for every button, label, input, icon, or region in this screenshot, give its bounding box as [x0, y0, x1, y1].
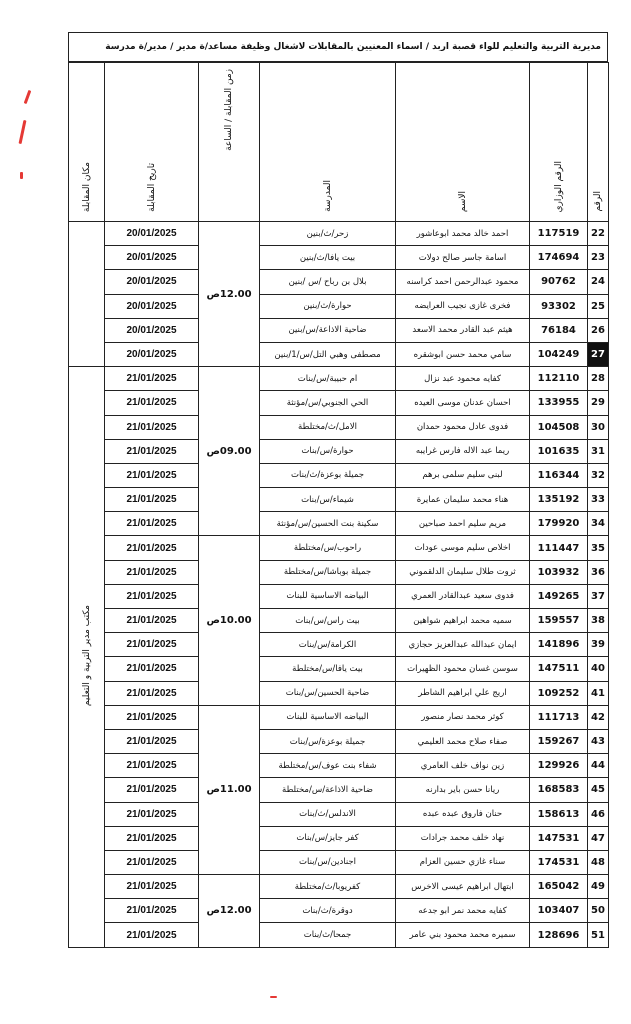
interview-date: 21/01/2025 — [105, 899, 199, 923]
school-name: جميلة بوعزة/س/بنات — [260, 729, 396, 753]
row-number: 32 — [588, 463, 609, 487]
table-row — [69, 584, 609, 608]
national-id: 133955 — [530, 391, 588, 415]
candidate-name: احمد خالد محمد ابوعاشور — [396, 222, 530, 246]
table-row — [69, 826, 609, 850]
interview-date: 21/01/2025 — [105, 584, 199, 608]
interview-sheet — [68, 32, 608, 986]
national-id: 168583 — [530, 778, 588, 802]
interview-date: 20/01/2025 — [105, 294, 199, 318]
table-row — [69, 705, 609, 729]
row-number: 36 — [588, 560, 609, 584]
school-name: ضاحية الاذاعة/س/بنين — [260, 318, 396, 342]
candidate-name: اخلاص سليم موسى عودات — [396, 536, 530, 560]
school-name: ضاحية الاذاعة/س/مختلطة — [260, 778, 396, 802]
interview-date: 21/01/2025 — [105, 657, 199, 681]
table-row — [69, 512, 609, 536]
school-name: كفر جايز/س/بنات — [260, 826, 396, 850]
candidate-name: سوسن غسان محمود الظهيرات — [396, 657, 530, 681]
row-number: 25 — [588, 294, 609, 318]
national-id: 117519 — [530, 222, 588, 246]
row-number: 23 — [588, 246, 609, 270]
interview-place — [69, 367, 105, 948]
national-id: 129926 — [530, 754, 588, 778]
candidate-name: كفايه محمد نمر ابو جدعه — [396, 899, 530, 923]
interview-table — [68, 62, 609, 948]
school-name: حوارة/ث/بنين — [260, 294, 396, 318]
table-row — [69, 415, 609, 439]
table-header-row — [69, 63, 609, 222]
row-number: 43 — [588, 729, 609, 753]
row-number: 24 — [588, 270, 609, 294]
table-row — [69, 899, 609, 923]
candidate-name: نهاد خلف محمد جرادات — [396, 826, 530, 850]
national-id: 111713 — [530, 705, 588, 729]
national-id: 174694 — [530, 246, 588, 270]
row-number: 41 — [588, 681, 609, 705]
row-number: 44 — [588, 754, 609, 778]
school-name: الاندلس/ث/بنات — [260, 802, 396, 826]
candidate-name: حنان فاروق عبده عبده — [396, 802, 530, 826]
interview-date: 20/01/2025 — [105, 318, 199, 342]
table-row — [69, 923, 609, 947]
col-header-date: تاريخ المقابلة — [105, 63, 199, 222]
school-name: راحوب/س/مختلطة — [260, 536, 396, 560]
col-header-num: الرقم — [588, 63, 609, 222]
col-header-time: زمن المقابلة / الساعة — [199, 63, 260, 222]
table-row — [69, 439, 609, 463]
table-row — [69, 609, 609, 633]
interview-time: 10.00ص — [199, 536, 260, 705]
candidate-name: ايمان عبدالله عبدالعزيز حجازي — [396, 633, 530, 657]
national-id: 111447 — [530, 536, 588, 560]
table-row — [69, 318, 609, 342]
row-number: 26 — [588, 318, 609, 342]
national-id: 135192 — [530, 488, 588, 512]
interview-date: 21/01/2025 — [105, 826, 199, 850]
candidate-name: سميه محمد ابراهيم شواهين — [396, 609, 530, 633]
table-row — [69, 463, 609, 487]
row-number: 37 — [588, 584, 609, 608]
interview-date: 21/01/2025 — [105, 633, 199, 657]
candidate-name: فدوى عادل محمود حمدان — [396, 415, 530, 439]
table-row — [69, 536, 609, 560]
interview-time: 11.00ص — [199, 705, 260, 874]
interview-date: 21/01/2025 — [105, 681, 199, 705]
interview-date: 20/01/2025 — [105, 222, 199, 246]
school-name: ضاحية الحسين/س/بنات — [260, 681, 396, 705]
row-number: 29 — [588, 391, 609, 415]
interview-date: 21/01/2025 — [105, 609, 199, 633]
interview-time: 09.00ص — [199, 367, 260, 536]
col-header-place: مكان المقابلة — [69, 63, 105, 222]
col-header-school: المدرسة — [260, 63, 396, 222]
candidate-name: محمود عبدالرحمن احمد كراسنه — [396, 270, 530, 294]
school-name: بيت يافا/س/مختلطة — [260, 657, 396, 681]
row-number: 46 — [588, 802, 609, 826]
table-row — [69, 850, 609, 874]
interview-date: 21/01/2025 — [105, 754, 199, 778]
school-name: كفريوبا/ث/مختلطة — [260, 875, 396, 899]
school-name: جمحا/ث/بنات — [260, 923, 396, 947]
national-id: 147531 — [530, 826, 588, 850]
candidate-name: اريج علي ابراهيم الشاطر — [396, 681, 530, 705]
interview-date: 20/01/2025 — [105, 342, 199, 366]
interview-date: 21/01/2025 — [105, 415, 199, 439]
school-name: شيماء/س/بنات — [260, 488, 396, 512]
candidate-name: صفاء صلاح محمد العليمي — [396, 729, 530, 753]
row-number: 34 — [588, 512, 609, 536]
candidate-name: احسان عدنان موسى العيده — [396, 391, 530, 415]
interview-place-empty — [69, 222, 105, 367]
national-id: 179920 — [530, 512, 588, 536]
row-number: 30 — [588, 415, 609, 439]
national-id: 103407 — [530, 899, 588, 923]
national-id: 174531 — [530, 850, 588, 874]
row-number: 22 — [588, 222, 609, 246]
row-number: 45 — [588, 778, 609, 802]
row-number: 51 — [588, 923, 609, 947]
table-row — [69, 633, 609, 657]
row-number: 40 — [588, 657, 609, 681]
candidate-name: ريانا حسن باير بدارنه — [396, 778, 530, 802]
school-name: البياضه الاساسية للبنات — [260, 705, 396, 729]
national-id: 90762 — [530, 270, 588, 294]
school-name: بيت راس/س/بنات — [260, 609, 396, 633]
row-number: 31 — [588, 439, 609, 463]
national-id: 158613 — [530, 802, 588, 826]
candidate-name: سناء غازي حسين العزام — [396, 850, 530, 874]
table-row — [69, 802, 609, 826]
national-id: 149265 — [530, 584, 588, 608]
row-number: 39 — [588, 633, 609, 657]
table-row — [69, 294, 609, 318]
candidate-name: ريما عبد الاله فارس غرايبه — [396, 439, 530, 463]
school-name: بيت يافا/ث/بنين — [260, 246, 396, 270]
school-name: سكينة بنت الحسين/س/مؤنثة — [260, 512, 396, 536]
table-row — [69, 367, 609, 391]
row-number: 42 — [588, 705, 609, 729]
candidate-name: كفايه محمود عبد نزال — [396, 367, 530, 391]
interview-date: 21/01/2025 — [105, 439, 199, 463]
candidate-name: زين نواف خلف العامري — [396, 754, 530, 778]
national-id: 159267 — [530, 729, 588, 753]
interview-date: 20/01/2025 — [105, 270, 199, 294]
table-row — [69, 270, 609, 294]
school-name: جميلة بوباشا/س/مختلطة — [260, 560, 396, 584]
candidate-name: هيثم عبد القادر محمد الاسعد — [396, 318, 530, 342]
school-name: مصطفى وهبي التل/س/1/بنين — [260, 342, 396, 366]
table-row — [69, 657, 609, 681]
candidate-name: مريم سليم احمد صباحين — [396, 512, 530, 536]
school-name: حوارة/س/بنات — [260, 439, 396, 463]
interview-date: 21/01/2025 — [105, 850, 199, 874]
national-id: 109252 — [530, 681, 588, 705]
national-id: 141896 — [530, 633, 588, 657]
national-id: 159557 — [530, 609, 588, 633]
interview-date: 21/01/2025 — [105, 778, 199, 802]
table-row — [69, 488, 609, 512]
row-number: 35 — [588, 536, 609, 560]
row-number: 47 — [588, 826, 609, 850]
school-name: الحي الجنوبي/س/مؤنثة — [260, 391, 396, 415]
national-id: 128696 — [530, 923, 588, 947]
national-id: 101635 — [530, 439, 588, 463]
row-number: 28 — [588, 367, 609, 391]
national-id: 165042 — [530, 875, 588, 899]
interview-date: 21/01/2025 — [105, 802, 199, 826]
pen-mark-4 — [270, 996, 277, 998]
row-number: 49 — [588, 875, 609, 899]
interview-date: 21/01/2025 — [105, 536, 199, 560]
national-id: 116344 — [530, 463, 588, 487]
candidate-name: اسامة جاسر صالح دولات — [396, 246, 530, 270]
school-name: جميلة بوعزة/ث/بنات — [260, 463, 396, 487]
interview-date: 21/01/2025 — [105, 367, 199, 391]
table-row — [69, 778, 609, 802]
candidate-name: سميره محمد محمود بني عامر — [396, 923, 530, 947]
table-row — [69, 875, 609, 899]
table-row — [69, 754, 609, 778]
sheet-title: مديرية التربية والتعليم للواء قصبة اربد / اسماء المعنيين بالمقابلات لاشغال وظيفة مساعد/ة مدير / مدير/ة مدرسة — [68, 32, 608, 62]
school-name: بلال بن رباح /س /بنين — [260, 270, 396, 294]
school-name: ام حبيبة/س/بنات — [260, 367, 396, 391]
candidate-name: ثروت طلال سليمان الدلقموني — [396, 560, 530, 584]
candidate-name: فدوى سعيد عبدالقادر العمري — [396, 584, 530, 608]
table-row — [69, 391, 609, 415]
candidate-name: كوثر محمد نصار منصور — [396, 705, 530, 729]
candidate-name: هناء محمد سليمان عمايرة — [396, 488, 530, 512]
interview-date: 20/01/2025 — [105, 246, 199, 270]
school-name: اجنادين/س/بنات — [260, 850, 396, 874]
interview-date: 21/01/2025 — [105, 391, 199, 415]
school-name: زحر/ث/بنين — [260, 222, 396, 246]
candidate-name: سامي محمد حسن ابوشقره — [396, 342, 530, 366]
pen-mark-2 — [19, 120, 27, 144]
candidate-name: فخرى غازى نجيب العرايضه — [396, 294, 530, 318]
col-header-national-id: الرقم الوزاري — [530, 63, 588, 222]
row-number: 50 — [588, 899, 609, 923]
pen-mark-3 — [20, 172, 23, 179]
table-row — [69, 729, 609, 753]
table-row — [69, 222, 609, 246]
interview-date: 21/01/2025 — [105, 560, 199, 584]
candidate-name: لبنى سليم سلمى برهم — [396, 463, 530, 487]
national-id: 147511 — [530, 657, 588, 681]
national-id: 104249 — [530, 342, 588, 366]
school-name: البياضه الاساسية للبنات — [260, 584, 396, 608]
row-number: 38 — [588, 609, 609, 633]
interview-date: 21/01/2025 — [105, 705, 199, 729]
table-row — [69, 342, 609, 366]
national-id: 112110 — [530, 367, 588, 391]
col-header-name: الاسم — [396, 63, 530, 222]
interview-date: 21/01/2025 — [105, 463, 199, 487]
interview-date: 21/01/2025 — [105, 875, 199, 899]
interview-date: 21/01/2025 — [105, 488, 199, 512]
interview-date: 21/01/2025 — [105, 512, 199, 536]
table-row — [69, 560, 609, 584]
interview-place-label: مكتب مدير التربية و التعليم — [81, 604, 92, 706]
school-name: الامل/ث/مختلطة — [260, 415, 396, 439]
school-name: دوقرة/ث/بنات — [260, 899, 396, 923]
national-id: 76184 — [530, 318, 588, 342]
row-number: 48 — [588, 850, 609, 874]
interview-date: 21/01/2025 — [105, 923, 199, 947]
school-name: شفاء بنت عوف/س/مختلطة — [260, 754, 396, 778]
interview-date: 21/01/2025 — [105, 729, 199, 753]
national-id: 103932 — [530, 560, 588, 584]
national-id: 93302 — [530, 294, 588, 318]
row-number-highlighted: 27 — [588, 342, 609, 366]
table-row — [69, 681, 609, 705]
table-row — [69, 246, 609, 270]
pen-mark-1 — [24, 90, 32, 104]
school-name: الكرامة/س/بنات — [260, 633, 396, 657]
row-number: 33 — [588, 488, 609, 512]
interview-time: 12.00ص — [199, 222, 260, 367]
national-id: 104508 — [530, 415, 588, 439]
candidate-name: ابتهال ابراهيم عيسى الاخرس — [396, 875, 530, 899]
interview-time: 12.00ص — [199, 875, 260, 948]
